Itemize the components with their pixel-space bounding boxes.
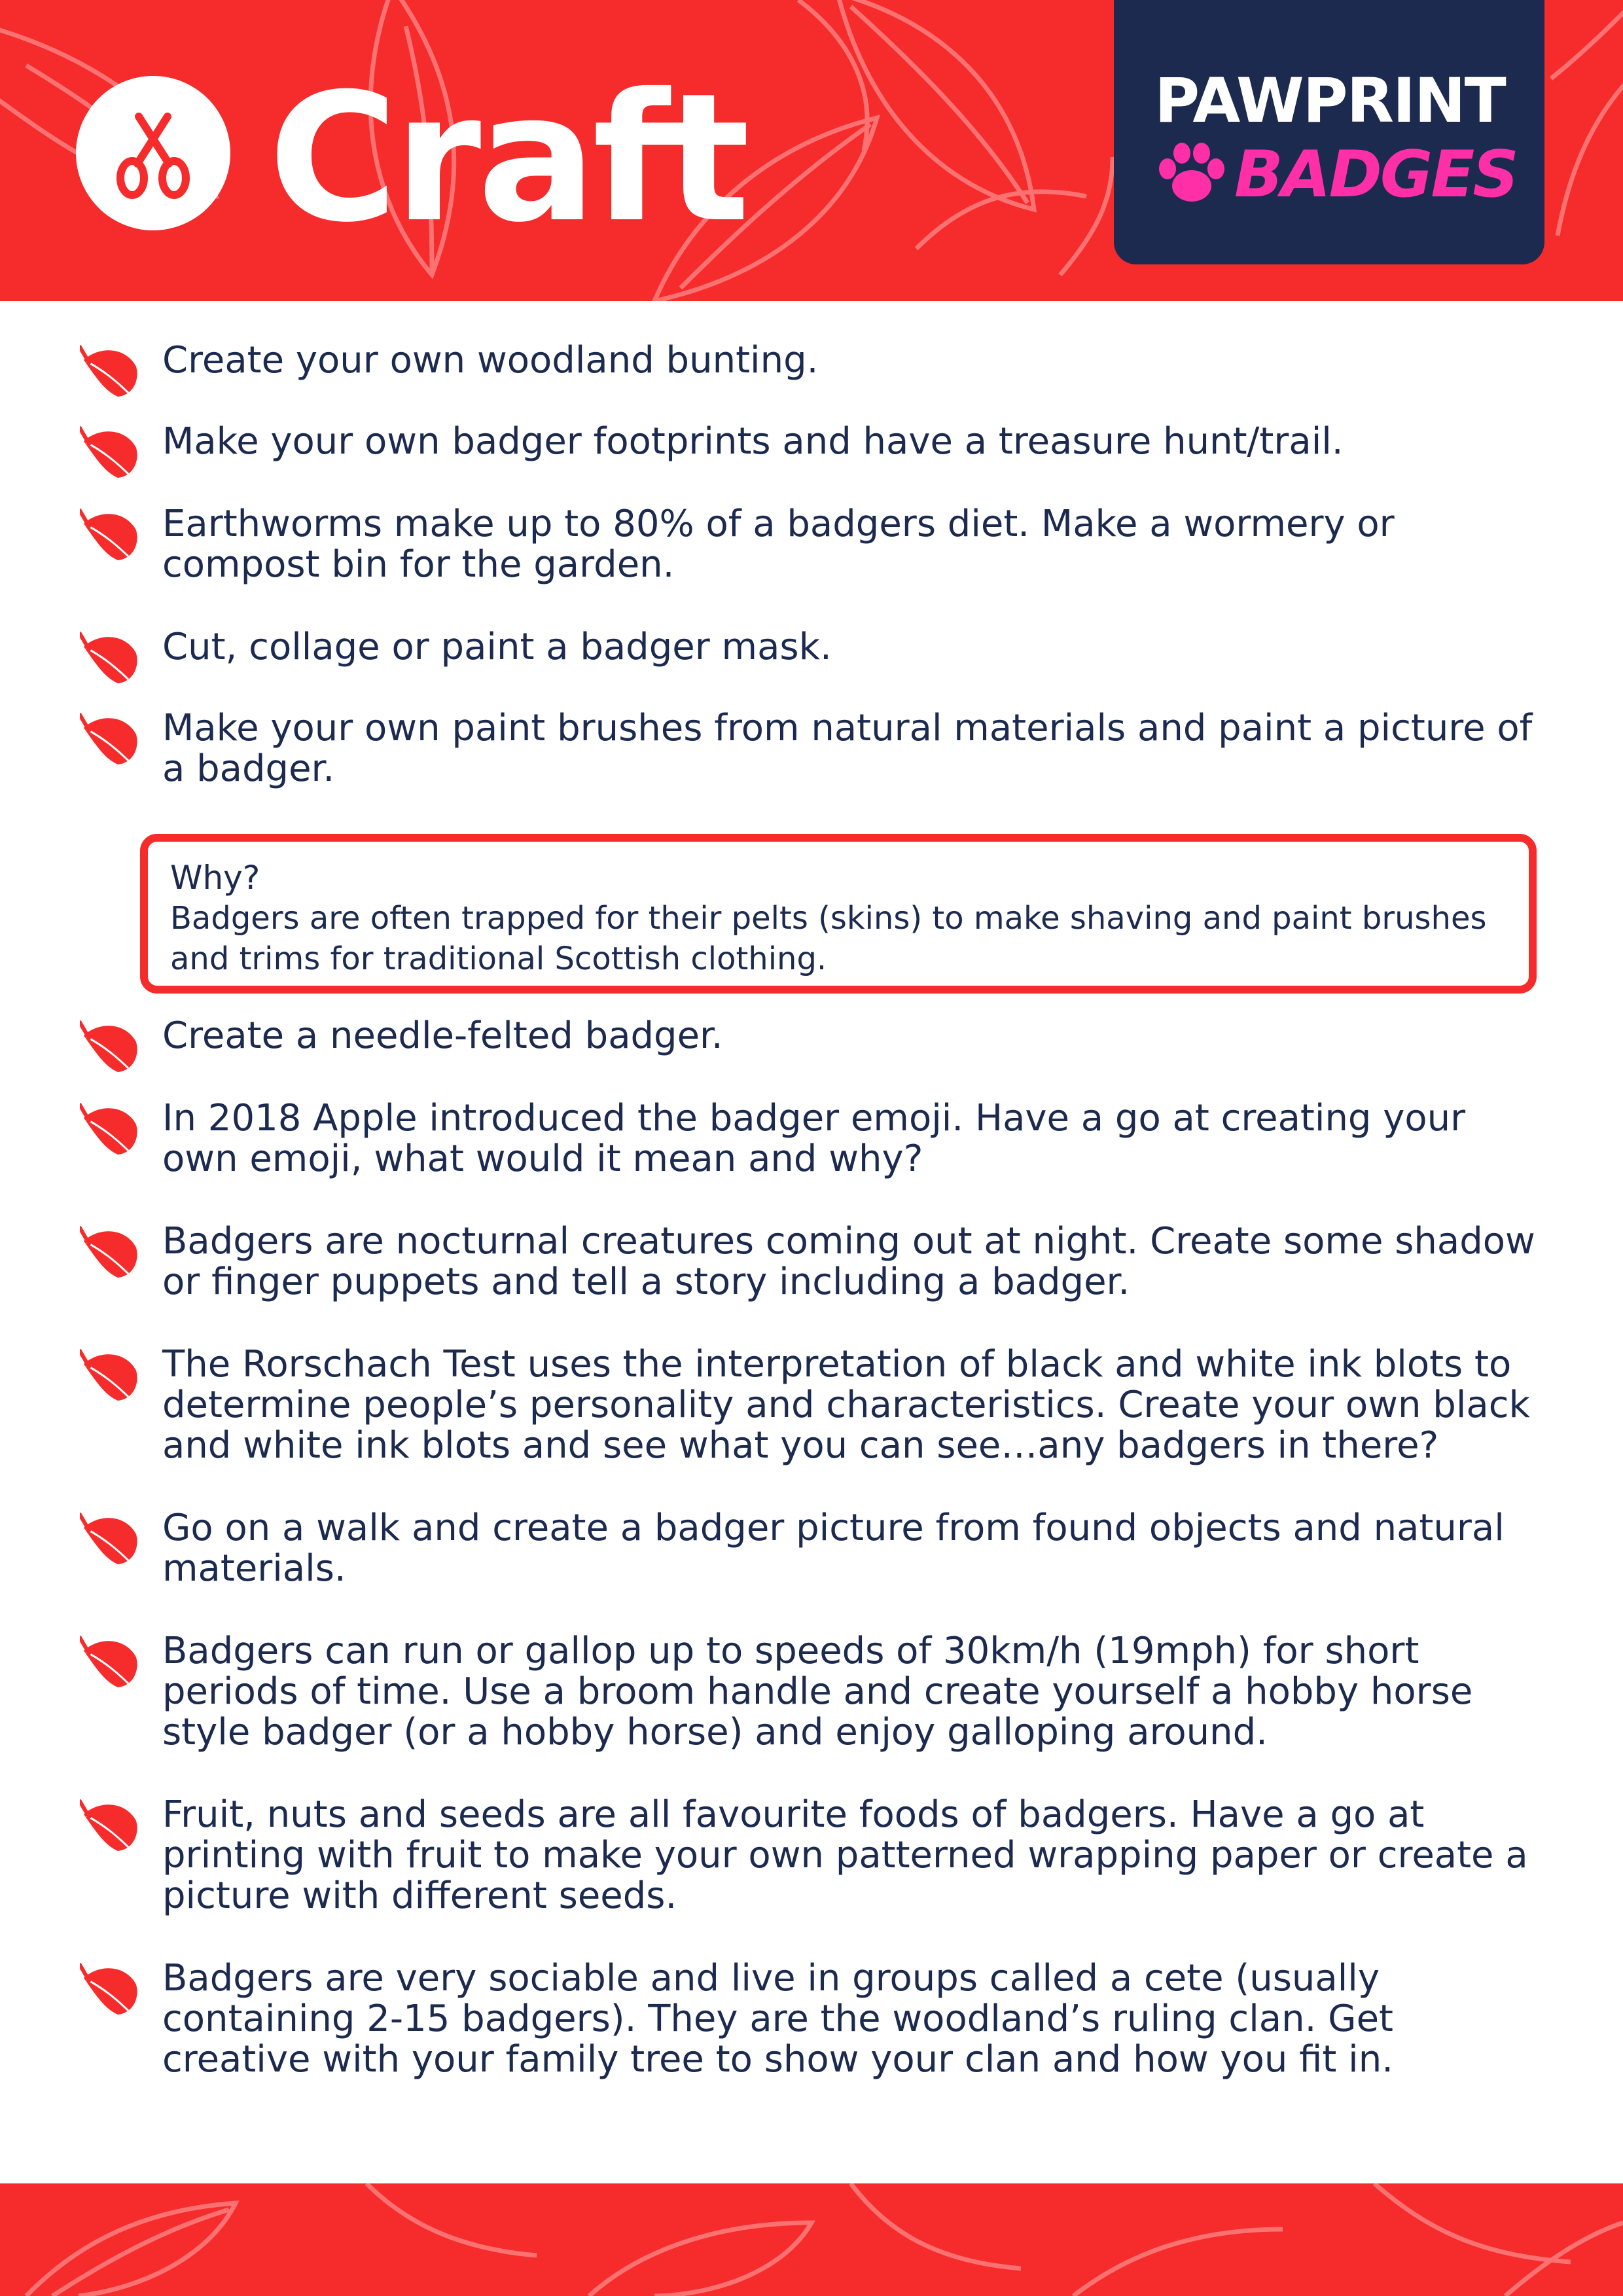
activity-text: Create a needle-felted badger. xyxy=(162,1014,723,1057)
activity-text: Earthworms make up to 80% of a badgers diet. Make a wormery or compost bin for the garden. xyxy=(162,503,1395,586)
leaf-bullet-icon xyxy=(80,504,140,564)
activity-text: Badgers are nocturnal creatures coming out at night. Create some shadow or finger puppets and tell a story including a badger. xyxy=(162,1220,1535,1303)
leaf-bullet-icon xyxy=(80,1344,140,1405)
activity-text: Go on a walk and create a badger picture from found objects and natural materials. xyxy=(162,1507,1505,1590)
leaf-bullet-icon xyxy=(80,1016,140,1076)
why-title: Why? xyxy=(170,859,260,897)
leaf-bullet-icon xyxy=(80,1795,140,1855)
logo-badges-row xyxy=(1152,136,1517,215)
activity-text: Create your own woodland bunting. xyxy=(162,339,819,382)
logo-text-pawprint: PAWPRINT xyxy=(1154,65,1505,137)
why-info-box xyxy=(140,834,1537,994)
activity-text: Make your own badger footprints and have a treasure hunt/trail. xyxy=(162,420,1344,463)
activity-text: Fruit, nuts and seeds are all favourite foods of badgers. Have a go at printing with fruit to make your own patterned wrapping paper or create a picture with different seeds. xyxy=(162,1793,1528,1917)
leaf-bullet-icon xyxy=(80,1508,140,1568)
activity-text: Badgers are very sociable and live in groups called a cete (usually containing 2-15 badgers). They are the woodland’s ruling clan. Get creative with your family tree to show your clan and how you fit in. xyxy=(162,1957,1394,2081)
activity-text: Cut, collage or paint a badger mask. xyxy=(162,626,832,668)
leaf-bullet-icon xyxy=(80,1098,140,1158)
scissors-badge xyxy=(76,76,230,230)
leaf-pattern-decoration xyxy=(0,2183,1623,2296)
scissors-icon xyxy=(101,101,205,206)
paw-icon xyxy=(1156,141,1228,207)
leaf-bullet-icon xyxy=(80,422,140,482)
logo-text-badges: BADGES xyxy=(1234,137,1517,212)
leaf-bullet-icon xyxy=(80,1631,140,1691)
pawprint-badges-logo xyxy=(1114,0,1544,264)
activity-text: Make your own paint brushes from natural materials and paint a picture of a badger. xyxy=(162,707,1533,790)
activity-text: The Rorschach Test uses the interpretation of black and white ink blots to determine people’s personality and characteristics. Create your own black and white ink blots and see what you can see…any badgers in there? xyxy=(162,1343,1530,1467)
leaf-bullet-icon xyxy=(80,708,140,768)
activity-text: In 2018 Apple introduced the badger emoji. Have a go at creating your own emoji, what would it mean and why? xyxy=(162,1097,1466,1180)
activity-text: Badgers can run or gallop up to speeds of 30km/h (19mph) for short periods of time. Use a broom handle and create yourself a hobby horse style badger (or a hobby horse) and enjoy galloping around. xyxy=(162,1630,1473,1753)
footer-banner xyxy=(0,2183,1623,2296)
page-title: Craft xyxy=(268,55,747,261)
leaf-bullet-icon xyxy=(80,340,140,401)
why-text: Badgers are often trapped for their pelts (skins) to make shaving and paint brushes and trims for traditional Scottish clothing. xyxy=(170,900,1487,977)
leaf-bullet-icon xyxy=(80,627,140,687)
leaf-bullet-icon xyxy=(80,1221,140,1282)
header-banner xyxy=(0,0,1623,301)
leaf-bullet-icon xyxy=(80,1958,140,2018)
